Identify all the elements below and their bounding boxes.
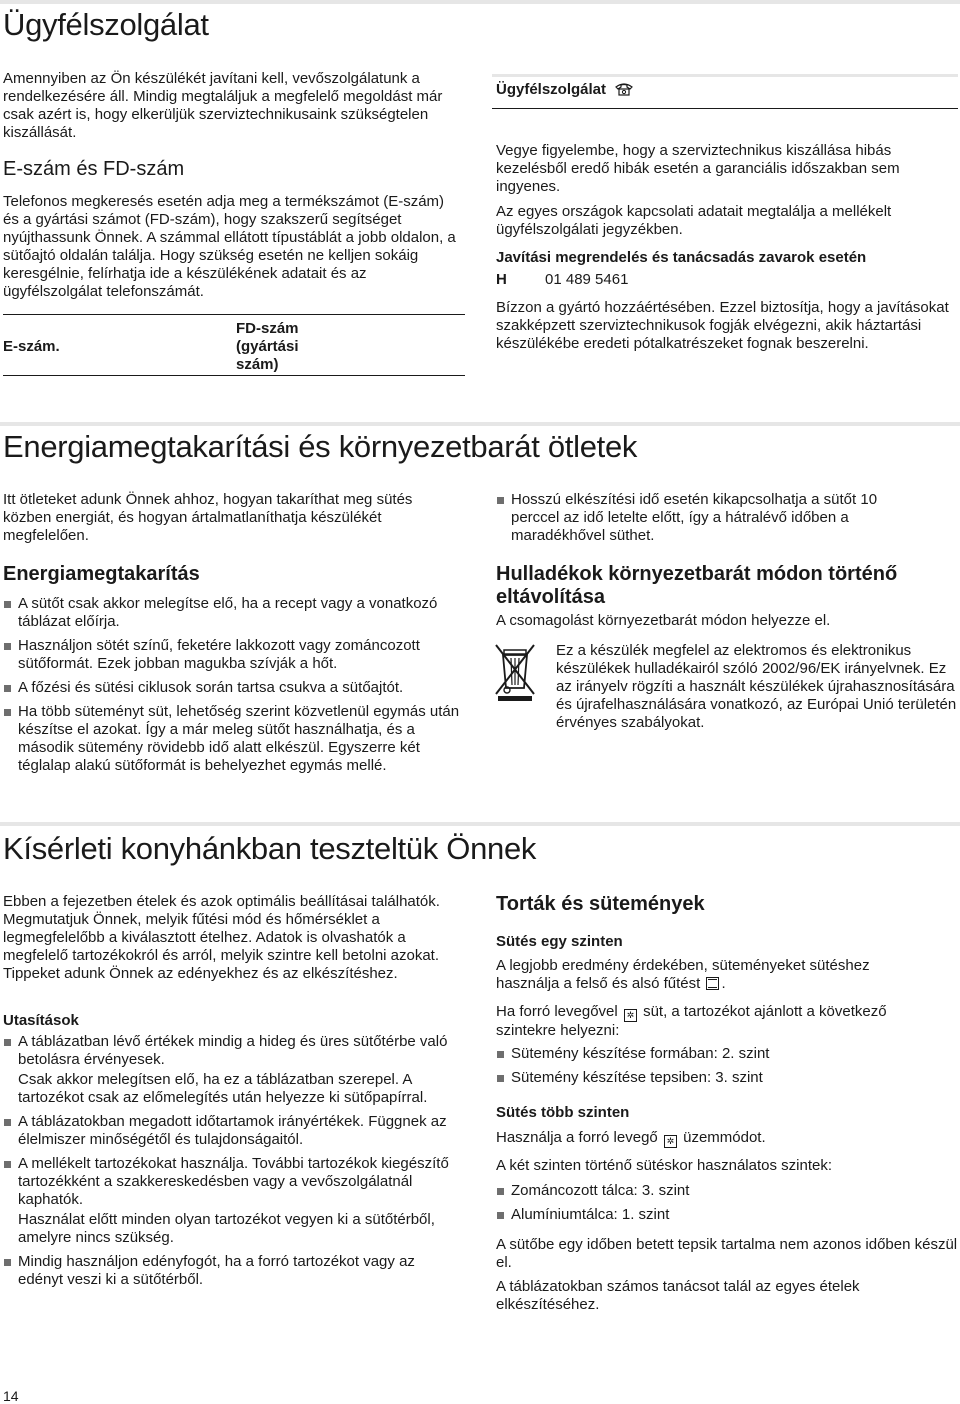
top-divider (0, 0, 960, 4)
instruction-text: Mindig használjon edényfogót, ha a forró tartozékot vagy az edényt veszi ki a sütőtérből. (18, 1253, 415, 1288)
e-fd-text: Telefonos megkeresés esetén adja meg a termékszámot (E-szám) és a gyártási számot (FD-szám), hogy szakszerű segítséget nyújthassunk Önnek. A számmal ellátott típustáblát a jobb oldalon, a sütőajtó oldalán találja. Hogy szükség esetén ne kelljen sokáig keresgélnie, felírhatja ide a készülékének adatait és az ügyfélszolgálat telefonszámát. (3, 193, 456, 300)
e-fd-heading: E-szám és FD-szám (3, 158, 185, 180)
timing-note: A sütőbe egy időben betett tepsik tartalma nem azonos időben készül el. (496, 1236, 958, 1271)
list-item: Sütemény készítése formában: 2. szint (496, 1045, 936, 1063)
customer-service-intro: Amennyiben az Ön készülékét javítani kell, vevőszolgálatunk a rendelkezésére áll. Mindig megtaláljuk a megfelelő megoldást már csak azért is, hogy elkerüljük szerviztechnikusaink szükségtelen kiszállását. (3, 70, 443, 141)
section-title-test-kitchen: Kísérleti konyhánkban teszteltük Önnek (3, 831, 537, 866)
hot-air-text-part: Ha forró levegővel (496, 1003, 618, 1020)
one-level-text-part: A legjobb eredmény érdekében, süteményeket sütéshez használja a felső és alsó fűtést (496, 957, 870, 992)
multi-level-text-end: üzemmódot. (683, 1129, 766, 1146)
list-item (3, 1155, 463, 1247)
e-number-label: E-szám. (3, 338, 60, 355)
multi-level-text-part: Használja a forró levegő (496, 1129, 658, 1146)
instruction-extra: Csak akkor melegítsen elő, ha ez a táblázatban szerepel. A tartozékot csak az előmelegítés után helyezze ki sütőpapírral. (18, 1071, 428, 1106)
contact-data-note: Az egyes országok kapcsolati adatait megtalálja a mellékelt ügyfélszolgálati jegyzékben. (496, 203, 892, 238)
one-level-text-end: . (721, 975, 726, 992)
list-item (3, 1033, 463, 1107)
energy-saving-list-continued (496, 491, 916, 551)
page-number: 14 (3, 1388, 19, 1404)
two-level-text: A két szinten történő sütéskor használatos szintek: (496, 1157, 833, 1174)
list-item: Használjon sötét színű, feketére lakkozott vagy zománcozott sütőformát. Ezek jobban magukba szívják a hőt. (3, 637, 463, 673)
tables-note: A táblázatokban számos tanácsot talál az egyes ételek elkészítéséhez. (496, 1278, 860, 1313)
weee-directive-text: Ez a készülék megfelel az elektromos és elektronikus készülékek hulladékairól szóló 2002/96/EK irányelvnek. Ez az irányelv rögzíti a használt készülékek újrahasznosítására és újrafelhasználására vonatkozó, az Európai Unió területén érvényes szabályokat. (556, 642, 957, 731)
multi-level-heading: Sütés több szinten (496, 1104, 630, 1121)
instruction-text: A mellékelt tartozékokat használja. További tartozékok kiegészítő tartozékként a szakkereskedésben vagy a vevőszolgálatnál kaphatók. (18, 1155, 449, 1208)
instruction-text: A táblázatokban megadott időtartamok irányértékek. Függnek az élelmiszer minőségétől és tulajdonságaitól. (18, 1113, 447, 1148)
instruction-extra: Használat előtt minden olyan tartozékot vegyen ki a sütőtérből, amelyre nincs szükség. (18, 1211, 435, 1246)
repair-heading: Javítási megrendelés és tanácsadás zavarok esetén (496, 249, 867, 266)
customer-service-heading (496, 81, 634, 102)
energy-saving-heading: Energiamegtakarítás (3, 563, 200, 585)
multi-level-text (496, 1129, 936, 1148)
list-item (3, 1253, 463, 1289)
hot-air-icon: ✲ (664, 1135, 677, 1148)
section3-divider (0, 822, 960, 826)
section-title-customer-service: Ügyfélszolgálat (3, 7, 209, 42)
list-item: Zománcozott tálca: 3. szint (496, 1182, 936, 1200)
right-top-divider (492, 74, 958, 77)
fd-number-label: FD-szám (gyártási szám) (236, 320, 299, 373)
list-item: A sütőt csak akkor melegítse elő, ha a recept vagy a vonatkozó táblázat előírja. (3, 595, 463, 631)
list-item: Alumíniumtálca: 1. szint (496, 1206, 936, 1224)
section2-divider (0, 422, 960, 426)
list-item: Hosszú elkészítési idő esetén kikapcsolhatja a sütőt 10 perccel az idő letelte előtt, így a hátralévő időben a maradékhővel süthet. (496, 491, 916, 545)
energy-intro: Itt ötleteket adunk Önnek ahhoz, hogyan takaríthat meg sütés közben energiát, és hogyan ártalmatlaníthatja készülékét megfelelően. (3, 491, 413, 544)
customer-service-note: Vegye figyelembe, hogy a szerviztechnikus kiszállása hibás kezelésből eredő hibák esetén a garanciális időszakban sem ingyenes. (496, 142, 900, 195)
disposal-text: A csomagolást környezetbarát módon helyezze el. (496, 612, 831, 629)
top-bottom-heat-icon (706, 977, 719, 990)
multi-level-list (496, 1182, 936, 1230)
one-level-list (496, 1045, 936, 1093)
instruction-text: A táblázatban lévő értékek mindig a hideg és üres sütőtérbe való betolásra érvényesek. (18, 1033, 448, 1068)
table-bottom-rule (3, 375, 465, 376)
list-item: Sütemény készítése tepsiben: 3. szint (496, 1069, 936, 1087)
table-top-rule (3, 314, 465, 315)
energy-saving-list (3, 595, 463, 781)
instructions-list (3, 1033, 463, 1295)
customer-service-rule (492, 108, 958, 109)
section-title-energy-saving: Energiamegtakarítási és környezetbarát ötletek (3, 429, 638, 464)
country-code: H (496, 271, 507, 288)
hot-air-icon: ✲ (624, 1009, 637, 1022)
hot-air-levels-text (496, 1003, 926, 1040)
list-item: Ha több süteményt süt, lehetőség szerint közvetlenül egymás után készítse el azokat. Így a már meleg sütőt használhatja, és a második sütemény rövidebb idő alatt elkészül. Egyszerre két téglalap alakú sütőformát is behelyezhet egymás mellé. (3, 703, 463, 775)
manufacturer-trust-text: Bízzon a gyártó hozzáértésében. Ezzel biztosítja, hogy a javításokat szakképzett szerviztechnikusok fogják elvégezni, akik háztartási készülékébe eredeti pótalkatrészeket fognak beszerelni. (496, 299, 949, 352)
hot-air-text-end: süt, a tartozékot ajánlott a következő szintekre helyezni: (496, 1003, 887, 1039)
instructions-heading: Utasítások (3, 1012, 79, 1029)
crossed-out-bin-icon (492, 642, 538, 707)
list-item (3, 1113, 463, 1149)
phone-icon (614, 81, 634, 102)
one-level-text (496, 957, 936, 993)
cakes-heading: Torták és sütemények (496, 893, 705, 915)
disposal-heading: Hulladékok környezetbarát módon történő eltávolítása (496, 563, 898, 608)
test-kitchen-intro: Ebben a fejezetben ételek és azok optimális beállításai találhatók. Megmutatjuk Önnek, melyik fűtési mód és hőmérséklet a legmegfelelőbb a kiválasztott ételhez. Adatok is olvashatók a megfelelő tartozékokról és arról, melyik szintre kell betolni azokat. Tippeket adunk Önnek az edényekhez és az elkészítéshez. (3, 893, 440, 982)
service-phone-number: 01 489 5461 (545, 271, 629, 288)
one-level-heading: Sütés egy szinten (496, 933, 623, 950)
list-item: A főzési és sütési ciklusok során tartsa csukva a sütőajtót. (3, 679, 463, 697)
customer-service-heading-text: Ügyfélszolgálat (496, 81, 607, 98)
